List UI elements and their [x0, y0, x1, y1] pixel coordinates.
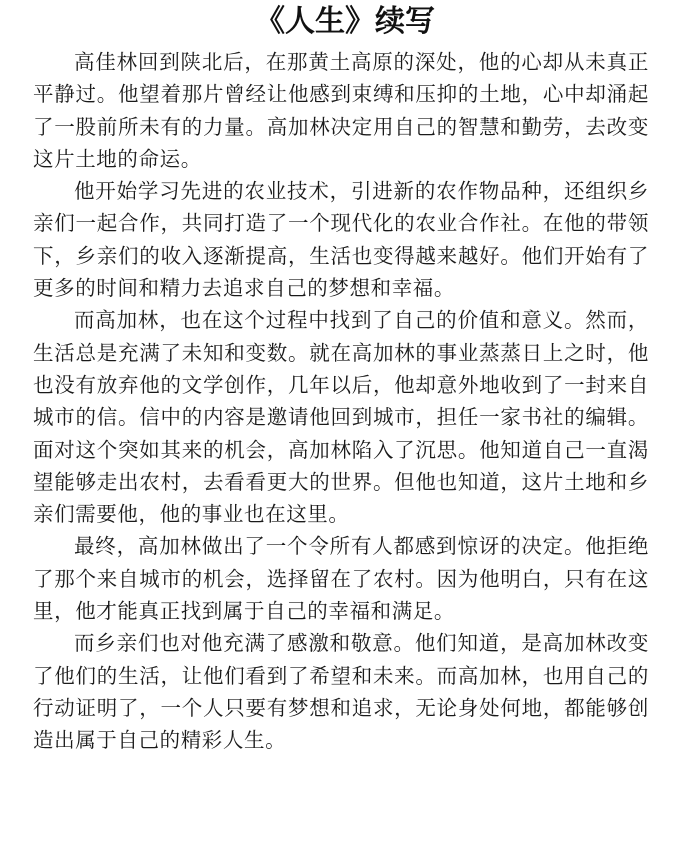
paragraph: 高佳林回到陕北后，在那黄土高原的深处，他的心却从未真正平静过。他望着那片曾经让他感到束缚和压抑的土地，心中却涌起了一股前所未有的力量。高加林决定用自己的智慧和勤劳，去改变这片土地的命运。	[33, 50, 649, 171]
paragraph: 而乡亲们也对他充满了感激和敬意。他们知道，是高加林改变了他们的生活，让他们看到了希望和未来。而高加林，也用自己的行动证明了，一个人只要有梦想和追求，无论身处何地，都能够创造出属于自己的精彩人生。	[33, 631, 649, 753]
document-title: 《人生》续写	[255, 4, 435, 39]
article-body	[33, 46, 649, 757]
paragraph: 最终，高加林做出了一个令所有人都感到惊讶的决定。他拒绝了那个来自城市的机会，选择留在了农村。因为他明白，只有在这里，他才能真正找到属于自己的幸福和满足。	[33, 534, 649, 624]
paragraph: 而高加林，也在这个过程中找到了自己的价值和意义。然而，生活总是充满了未知和变数。就在高加林的事业蒸蒸日上之时，他也没有放弃他的文学创作，几年以后，他却意外地收到了一封来自城市的信。信中的内容是邀请他回到城市，担任一家书社的编辑。面对这个突如其来的机会，高加林陷入了沉思。他知道自己一直渴望能够走出农村，去看看更大的世界。但他也知道，这片土地和乡亲们需要他，他的事业也在这里。	[33, 308, 649, 527]
paragraph: 他开始学习先进的农业技术，引进新的农作物品种，还组织乡亲们一起合作，共同打造了一个现代化的农业合作社。在他的带领下，乡亲们的收入逐渐提高，生活也变得越来越好。他们开始有了更多的时间和精力去追求自己的梦想和幸福。	[33, 179, 649, 301]
